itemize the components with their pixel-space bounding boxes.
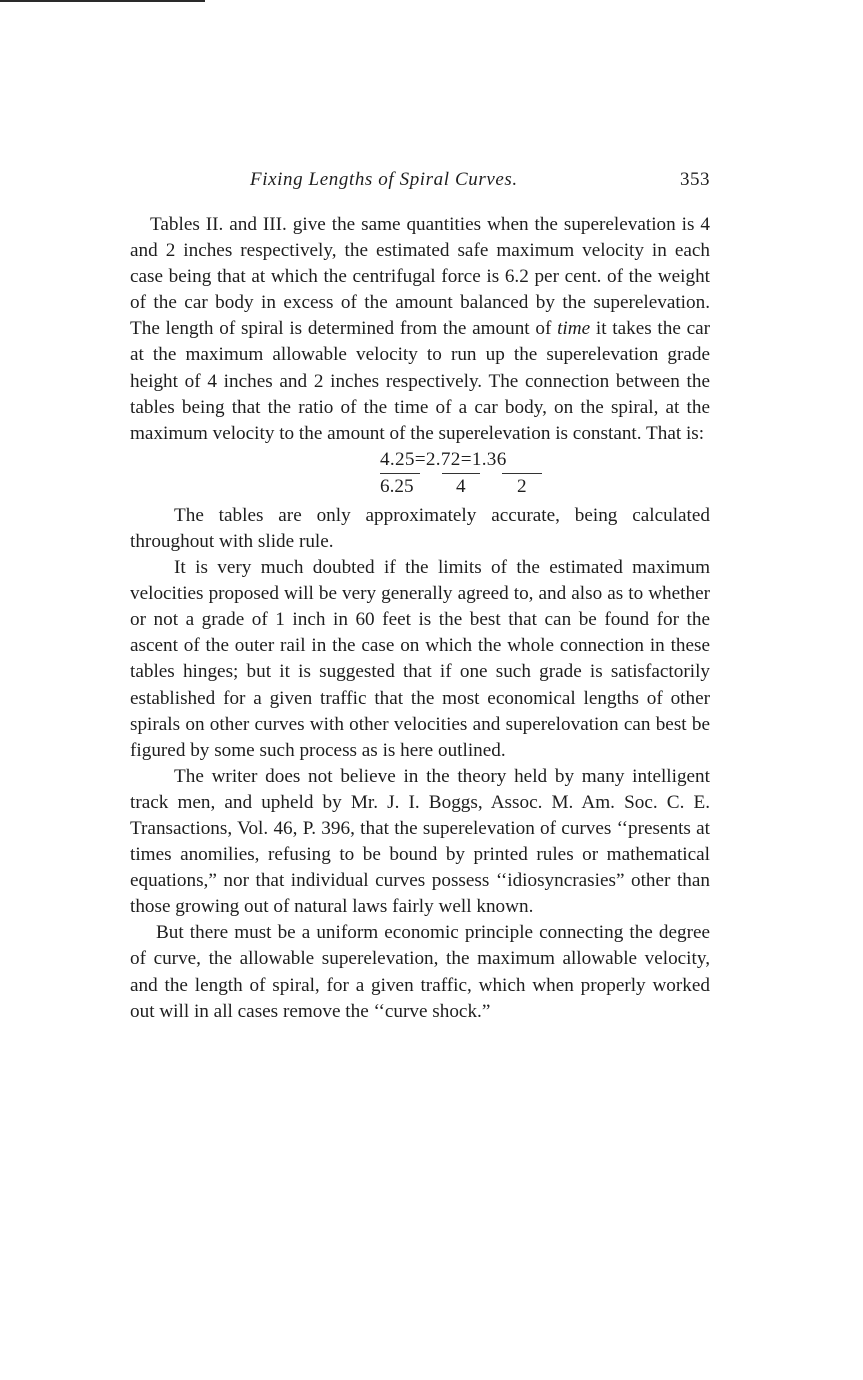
running-header xyxy=(130,166,710,194)
denominator-2: 4 xyxy=(456,475,466,497)
equation-numerators xyxy=(380,447,710,473)
paragraph-5: But there must be a uniform economic principle connecting the degree of curve, the allowable superelevation, the maximum allowable velocity, and the length of spiral, for a given traffic, which when properly worked out will in all cases remove the ‘‘curve shock.” xyxy=(130,922,710,1022)
body-text xyxy=(130,212,710,1025)
numerator-1: 4.25 xyxy=(380,448,415,470)
paragraph-2: The tables are only approximately accurate, being calculated throughout with slide rule. xyxy=(130,504,710,552)
emphasis-time: time xyxy=(557,318,591,340)
paragraph-3: It is very much doubted if the limits of the estimated maximum velocities proposed will be very generally agreed to, and also as to whether or not a grade of 1 inch in 60 feet is the best that can be found for the ascent of the outer rail in the case on which the whole connection in these tables hinges; but it is suggested that if one such grade is satisfactorily established for a given traffic that the most economical lengths of other spirals on other curves with other velocities and superelovation can best be figured by some such process as is here outlined. xyxy=(130,557,710,761)
running-title: Fixing Lengths of Spiral Curves. xyxy=(250,169,518,190)
paragraph-4: The writer does not believe in the theory held by many intelligent track men, and upheld by Mr. J. I. Boggs, Assoc. M. Am. Soc. C. E. Transactions, Vol. 46, P. 396, that the superelevation of curves ‘‘presents at times anomilies, refusing to be bound by printed rules or mathematical equations,” nor that individual curves possess ‘‘idiosyncrasies” other than those growing out of natural laws fairly well known. xyxy=(130,765,710,918)
paragraph-1-text-a: Tables II. and III. give the same quantities when the superelevation is 4 and 2 inches respectively, the estimated safe maximum velocity in each case being that at which the centrifugal force is 6.2 per cent. of the weight of the car body in excess of the amount balanced by the superelevation. The length of spiral is determined from the amount of xyxy=(130,214,710,340)
denominator-1: 6.25 xyxy=(380,475,414,497)
paragraph-1-text-b: it takes the car at the maximum allowable velocity to run up the superelevation grade height of 4 inches and 2 inches respectively. The connection between the tables being that the ratio of the time of a car body, on the spiral, at the maximum velocity to the amount of the superelevation is constant. That is: xyxy=(130,318,711,444)
page-number: 353 xyxy=(680,169,710,190)
paragraph-1 xyxy=(130,212,710,447)
numerator-2: 2.72 xyxy=(425,448,461,470)
ratio-equation xyxy=(380,447,710,503)
equals-sign-2: = xyxy=(460,448,472,470)
numerator-3: 1.36 xyxy=(471,448,507,470)
top-rule xyxy=(0,0,205,2)
denominator-3: 2 xyxy=(517,475,527,497)
equals-sign-1: = xyxy=(414,448,426,470)
